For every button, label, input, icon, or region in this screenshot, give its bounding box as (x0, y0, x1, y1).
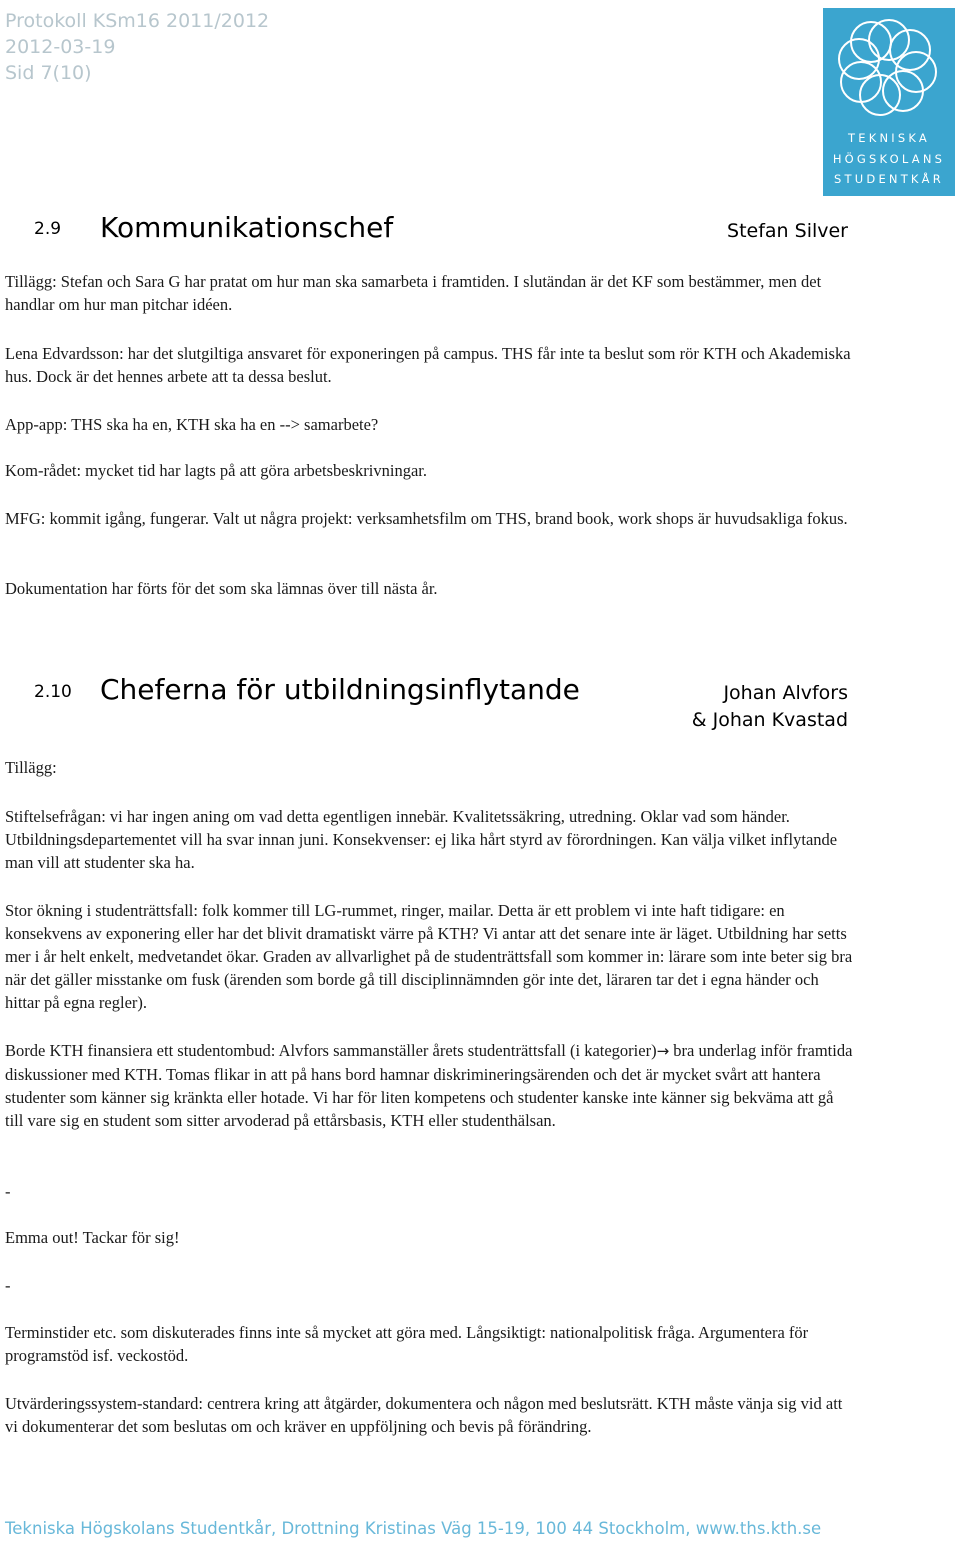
logo-text-line3: STUDENTKÅR (834, 172, 944, 186)
section-number: 2.9 (34, 219, 62, 239)
paragraph-text: Borde KTH finansiera ett studentombud: Alvfors sammanställer årets studenträttsfall (i kategorier) (5, 1041, 657, 1060)
paragraph: Stiftelsefrågan: vi har ingen aning om vad detta egentligen innebär. Kvalitetssäkring, utredning. Oklar vad som händer. Utbildningsdepartementet vill ha svar innan juni. Konsekvenser: ej lika hårt styrd av förordningen. Kan välja vilket inflytande man vill att studenter ska ha. (5, 807, 838, 872)
protocol-date: 2012-03-19 (5, 36, 116, 58)
paragraph: Lena Edvardsson: har det slutgiltiga ansvaret för exponeringen på campus. THS får inte ta beslut som rör KTH och Akademiska hus. Dock är det hennes arbete att ta dessa beslut. (5, 344, 851, 386)
paragraph: Utvärderingssystem-standard: centrera kring att åtgärder, dokumentera och någon med beslutsrätt. KTH måste vänja sig vid att vi dokumenterar det som beslutas om och kräver en uppföljning och bevis på förändring. (5, 1394, 843, 1436)
section-title: Cheferna för utbildningsinflytande (100, 673, 580, 706)
paragraph: Terminstider etc. som diskuterades finns inte så mycket att göra med. Långsiktigt: nationalpolitisk fråga. Argumentera för programstöd isf. veckostöd. (5, 1323, 809, 1365)
dash: - (5, 1276, 11, 1295)
addition-label: Tillägg: (5, 758, 57, 777)
paragraph: Kom-rådet: mycket tid har lagts på att göra arbetsbeskrivningar. (5, 461, 427, 480)
logo-text-line2: HÖGSKOLANS (832, 152, 946, 166)
document-footer: Tekniska Högskolans Studentkår, Drottning Kristinas Väg 15-19, 100 44 Stockholm, www.ths.kth.se (5, 1519, 822, 1538)
section-title: Kommunikationschef (100, 211, 394, 244)
section-responsible: Stefan Silver (727, 220, 848, 242)
paragraph: MFG: kommit igång, fungerar. Valt ut några projekt: verksamhetsfilm om THS, brand book, work shops är huvudsakliga fokus. (5, 509, 848, 528)
section-number: 2.10 (34, 682, 72, 702)
paragraph: Tillägg: Stefan och Sara G har pratat om hur man ska samarbeta i framtiden. I slutändan är det KF som bestämmer, men det handlar om hur man pitchar idéen. (5, 272, 822, 314)
dash: - (5, 1182, 11, 1201)
logo-text-line1: TEKNISKA (848, 131, 930, 145)
paragraph (5, 1039, 855, 1132)
document-header (5, 8, 269, 86)
paragraph-text: bra underlag inför framtida diskussioner med KTH. Tomas flikar in att på hans bord hamnar diskrimineringsärenden och det är mycket svårt att hantera studenter som känner sig kränkta eller hotade. Vi har för liten kompetens och studenter kanske inte känner sig bekväma att gå till vare sig en student som sitter arvoderad på ettårsbasis, KTH eller studenthälsan. (5, 1041, 853, 1130)
arrow-right-icon: → (656, 1042, 670, 1060)
paragraph: Emma out! Tackar för sig! (5, 1228, 180, 1247)
paragraph: Stor ökning i studenträttsfall: folk kommer till LG-rummet, ringer, mailar. Detta är ett problem vi inte haft tidigare: en konsekvens av exponering eller har det blivit dramatiskt värre på KTH? Vi antar att det senare inte är läget. Utbildning har setts mer i år helt enkelt, medvetandet ökar. Graden av allvarlighet på de studenträttsfall som kommer in: lärare som inte beter sig bra när det gäller misstanke om fusk (ärenden som borde gå till disciplinnämnden gör inte det, läraren tar det i egna händer och hittar på egna regler). (5, 901, 853, 1012)
section-responsible-2: & Johan Kvastad (691, 709, 848, 731)
paragraph: Dokumentation har förts för det som ska lämnas över till nästa år. (5, 579, 438, 598)
protocol-title: Protokoll KSm16 2011/2012 (5, 10, 270, 32)
rings-logo-icon (823, 8, 955, 126)
paragraph: App-app: THS ska ha en, KTH ska ha en --> samarbete? (5, 415, 379, 434)
page-number: Sid 7(10) (5, 62, 92, 84)
ths-logo (823, 8, 955, 196)
section-responsible-1: Johan Alvfors (723, 682, 848, 704)
